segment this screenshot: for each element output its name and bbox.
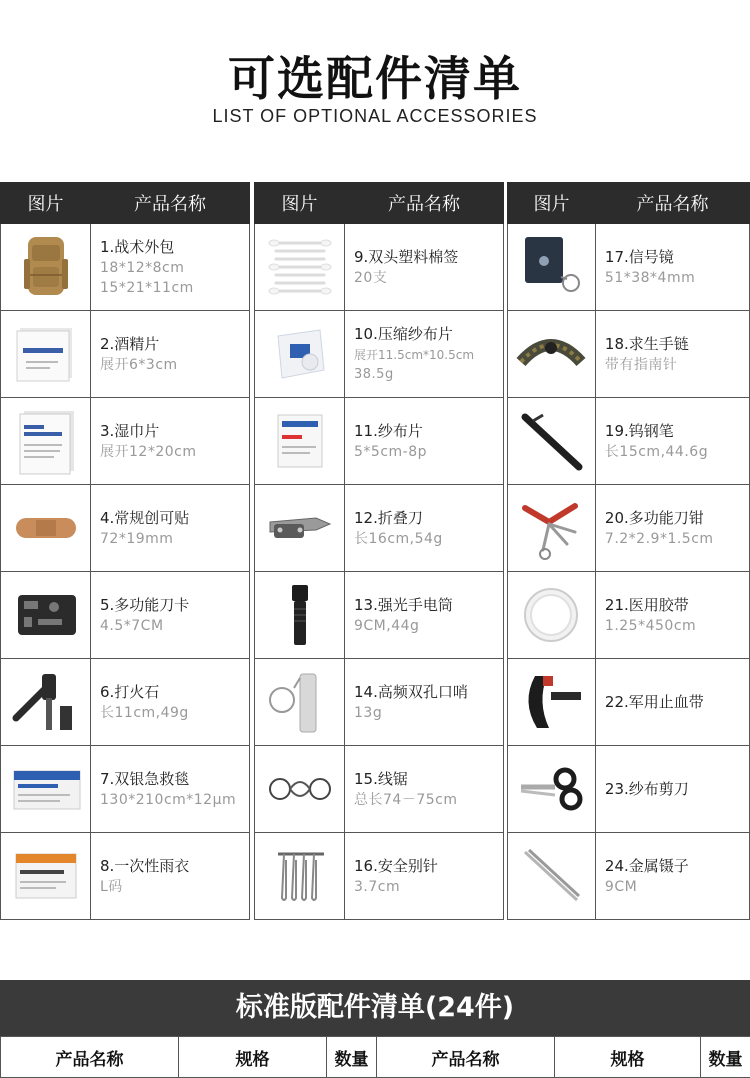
table-row xyxy=(508,746,750,833)
column-header-picture: 图片 xyxy=(1,183,91,224)
poncho-icon xyxy=(1,833,91,920)
tactical-backpack-icon xyxy=(1,224,91,311)
gauze-pad-icon xyxy=(255,398,345,485)
page-title: 可选配件清单 xyxy=(0,50,750,110)
compressed-gauze-icon xyxy=(255,311,345,398)
bandage-scissors-icon xyxy=(508,746,596,833)
item-name: 2.酒精片 xyxy=(100,334,249,355)
column-header-product-name: 产品名称 xyxy=(377,1037,555,1078)
table-row xyxy=(508,572,750,659)
item-name: 7.双银急救毯 xyxy=(100,769,249,790)
item-name: 24.金属镊子 xyxy=(605,856,749,877)
multi-tool-icon xyxy=(508,485,596,572)
item-name: 9.双头塑料棉签 xyxy=(354,247,503,268)
item-spec: 18*12*8cm xyxy=(100,258,249,278)
table-row xyxy=(1,659,250,746)
item-name: 1.战术外包 xyxy=(100,237,249,258)
item-spec: 72*19mm xyxy=(100,529,249,549)
item-name: 5.多功能刀卡 xyxy=(100,595,249,616)
item-name: 6.打火石 xyxy=(100,682,249,703)
knife-card-icon xyxy=(1,572,91,659)
item-spec: 7.2*2.9*1.5cm xyxy=(605,529,749,549)
table-row xyxy=(1,746,250,833)
table-row xyxy=(255,572,504,659)
accessory-table-2 xyxy=(254,182,504,920)
column-header-name: 产品名称 xyxy=(595,183,749,224)
item-spec: 展开12*20cm xyxy=(100,442,249,462)
wire-saw-icon xyxy=(255,746,345,833)
item-spec: 51*38*4mm xyxy=(605,268,749,288)
item-spec: 1.25*450cm xyxy=(605,616,749,636)
item-spec: L码 xyxy=(100,877,249,897)
item-spec: 长11cm,49g xyxy=(100,703,249,723)
item-name: 15.线锯 xyxy=(354,769,503,790)
table-row xyxy=(255,485,504,572)
table-row xyxy=(1,398,250,485)
item-name: 20.多功能刀钳 xyxy=(605,508,749,529)
item-name: 18.求生手链 xyxy=(605,334,749,355)
item-name: 11.纱布片 xyxy=(354,421,503,442)
standard-list-table xyxy=(0,1036,750,1078)
item-name: 10.压缩纱布片 xyxy=(354,324,503,345)
signal-mirror-icon xyxy=(508,224,596,311)
cotton-swab-icon xyxy=(255,224,345,311)
item-spec-secondary: 15*21*11cm xyxy=(100,278,249,298)
page-subtitle: LIST OF OPTIONAL ACCESSORIES xyxy=(0,106,750,127)
item-spec-secondary: 38.5g xyxy=(354,365,503,385)
fire-starter-icon xyxy=(1,659,91,746)
item-name: 16.安全别针 xyxy=(354,856,503,877)
item-spec: 5*5cm-8p xyxy=(354,442,503,462)
table-row xyxy=(508,485,750,572)
accessory-table-1 xyxy=(0,182,250,920)
item-name: 4.常规创可贴 xyxy=(100,508,249,529)
table-row xyxy=(1,485,250,572)
column-header-quantity: 数量 xyxy=(701,1037,750,1078)
tourniquet-icon xyxy=(508,659,596,746)
standard-list-title: 标准版配件清单(24件) xyxy=(0,980,750,1036)
column-header-picture: 图片 xyxy=(508,183,596,224)
item-spec: 长16cm,54g xyxy=(354,529,503,549)
item-name: 19.钨钢笔 xyxy=(605,421,749,442)
item-name: 22.军用止血带 xyxy=(605,692,749,713)
flashlight-icon xyxy=(255,572,345,659)
table-row xyxy=(508,659,750,746)
alcohol-pad-icon xyxy=(1,311,91,398)
table-row xyxy=(508,398,750,485)
survival-bracelet-icon xyxy=(508,311,596,398)
table-row xyxy=(1,311,250,398)
column-header-picture: 图片 xyxy=(255,183,345,224)
item-name: 12.折叠刀 xyxy=(354,508,503,529)
item-spec: 9CM xyxy=(605,877,749,897)
item-spec: 带有指南针 xyxy=(605,355,749,375)
table-row xyxy=(255,311,504,398)
item-spec: 13g xyxy=(354,703,503,723)
item-spec: 长15cm,44.6g xyxy=(605,442,749,462)
column-header-spec: 规格 xyxy=(555,1037,701,1078)
folding-knife-icon xyxy=(255,485,345,572)
safety-pin-icon xyxy=(255,833,345,920)
table-row xyxy=(1,833,250,920)
table-row xyxy=(508,311,750,398)
item-name: 3.湿巾片 xyxy=(100,421,249,442)
tactical-pen-icon xyxy=(508,398,596,485)
column-header-quantity: 数量 xyxy=(327,1037,377,1078)
table-row xyxy=(255,398,504,485)
item-spec: 展开11.5cm*10.5cm xyxy=(354,345,503,365)
item-spec: 总长74－75cm xyxy=(354,790,503,810)
column-header-name: 产品名称 xyxy=(345,183,504,224)
bandage-icon xyxy=(1,485,91,572)
table-row xyxy=(1,572,250,659)
whistle-icon xyxy=(255,659,345,746)
item-spec: 4.5*7CM xyxy=(100,616,249,636)
column-header-product-name: 产品名称 xyxy=(1,1037,179,1078)
table-row xyxy=(508,224,750,311)
table-row xyxy=(255,746,504,833)
table-row xyxy=(1,224,250,311)
medical-tape-icon xyxy=(508,572,596,659)
antiseptic-towelette-icon xyxy=(1,398,91,485)
table-row xyxy=(255,833,504,920)
column-header-name: 产品名称 xyxy=(91,183,250,224)
item-name: 23.纱布剪刀 xyxy=(605,779,749,800)
column-header-spec: 规格 xyxy=(179,1037,327,1078)
item-spec: 3.7cm xyxy=(354,877,503,897)
rescue-blanket-icon xyxy=(1,746,91,833)
item-spec: 20支 xyxy=(354,268,503,288)
item-name: 13.强光手电筒 xyxy=(354,595,503,616)
item-name: 8.一次性雨衣 xyxy=(100,856,249,877)
item-name: 21.医用胶带 xyxy=(605,595,749,616)
item-name: 14.高频双孔口哨 xyxy=(354,682,503,703)
tweezers-icon xyxy=(508,833,596,920)
table-row xyxy=(508,833,750,920)
table-row xyxy=(255,659,504,746)
item-spec: 130*210cm*12μm xyxy=(100,790,249,810)
table-row xyxy=(255,224,504,311)
accessory-table-3 xyxy=(507,182,750,920)
item-spec: 9CM,44g xyxy=(354,616,503,636)
item-name: 17.信号镜 xyxy=(605,247,749,268)
item-spec: 展开6*3cm xyxy=(100,355,249,375)
